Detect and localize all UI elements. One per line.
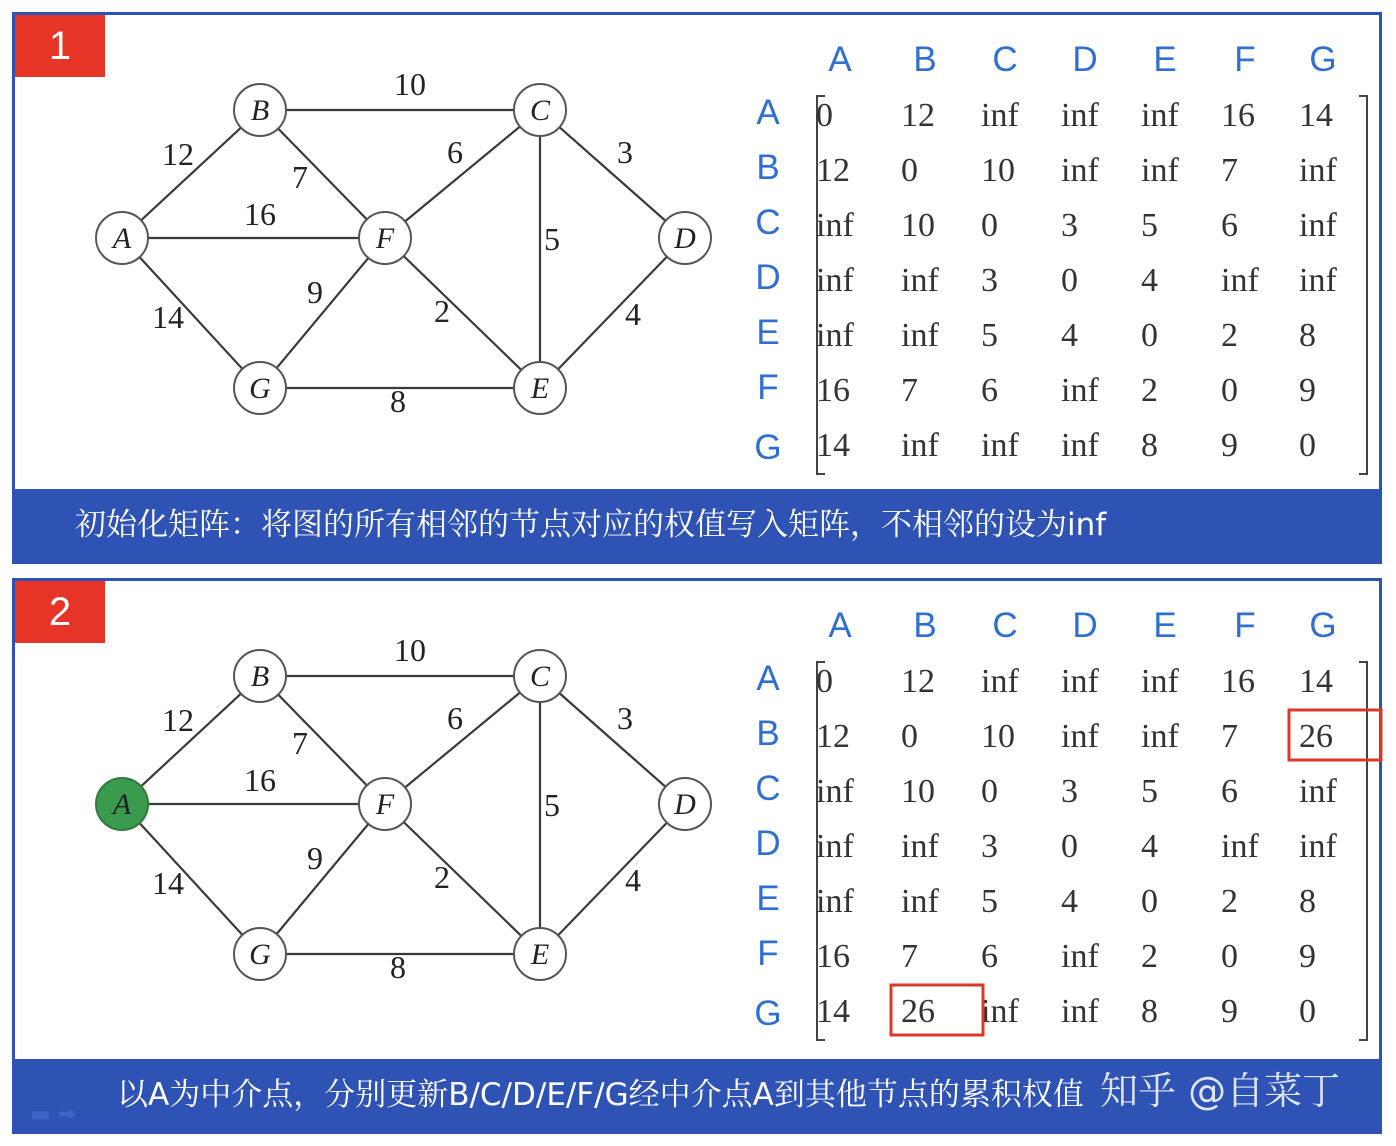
edge-weight-label: 7 bbox=[292, 725, 308, 761]
matrix-col-header: D bbox=[1072, 606, 1098, 645]
matrix-cell: 14 bbox=[1299, 97, 1333, 134]
matrix-row-header: E bbox=[756, 313, 780, 352]
matrix-cell: inf bbox=[981, 663, 1019, 700]
matrix-cell: 10 bbox=[901, 207, 935, 244]
matrix-cell: 6 bbox=[1221, 207, 1238, 244]
matrix-cell: 4 bbox=[1061, 317, 1078, 354]
matrix-col-header: E bbox=[1153, 40, 1177, 79]
edge-A-B bbox=[122, 676, 260, 804]
matrix-cell: inf bbox=[1141, 718, 1179, 755]
matrix-cell: inf bbox=[901, 883, 939, 920]
matrix-row-header: G bbox=[754, 994, 782, 1033]
matrix-col-header: E bbox=[1153, 606, 1177, 645]
graph-node-label: F bbox=[375, 788, 395, 821]
matrix-cell: 8 bbox=[1141, 427, 1158, 464]
matrix-cell: 14 bbox=[816, 427, 850, 464]
matrix-cell: inf bbox=[1299, 207, 1337, 244]
matrix-row-header: F bbox=[757, 934, 779, 973]
edge-weight-label: 14 bbox=[152, 865, 184, 901]
graph-node-label: E bbox=[530, 938, 550, 971]
matrix-cell: inf bbox=[1061, 152, 1099, 189]
matrix-row-header: C bbox=[755, 203, 781, 242]
matrix-cell: 0 bbox=[981, 207, 998, 244]
matrix-cell: inf bbox=[1141, 663, 1179, 700]
edge-weight-label: 2 bbox=[434, 293, 450, 329]
matrix-row-header: A bbox=[756, 93, 780, 132]
graph-node-label: D bbox=[674, 222, 696, 255]
matrix-cell: 7 bbox=[901, 372, 918, 409]
matrix-cell: inf bbox=[981, 427, 1019, 464]
matrix-right-bracket bbox=[1359, 96, 1367, 474]
matrix-cell: 4 bbox=[1141, 262, 1158, 299]
graph-node-label: C bbox=[529, 660, 551, 693]
step-badge: 1 bbox=[15, 15, 105, 77]
matrix-cell: inf bbox=[1061, 938, 1099, 975]
matrix-cell: 5 bbox=[981, 883, 998, 920]
matrix-col-header: C bbox=[992, 606, 1018, 645]
matrix-cell: inf bbox=[816, 317, 854, 354]
edge-D-E bbox=[540, 804, 685, 954]
matrix-cell: 3 bbox=[1061, 773, 1078, 810]
matrix-cell: 0 bbox=[1061, 262, 1078, 299]
graph-node-label: G bbox=[249, 938, 271, 971]
matrix-cell: inf bbox=[901, 317, 939, 354]
matrix-row-header: D bbox=[755, 258, 781, 297]
matrix-cell: 9 bbox=[1221, 427, 1238, 464]
edge-weight-label: 12 bbox=[162, 702, 194, 738]
edge-F-E bbox=[385, 238, 540, 388]
matrix-cell: 3 bbox=[981, 262, 998, 299]
matrix-cell: 12 bbox=[901, 97, 935, 134]
graph-node-label: C bbox=[529, 94, 551, 127]
matrix-cell: 7 bbox=[1221, 152, 1238, 189]
matrix-cell: 0 bbox=[1299, 993, 1316, 1030]
matrix-col-header: D bbox=[1072, 40, 1098, 79]
matrix-row-header: B bbox=[756, 148, 780, 187]
graph-node-label: E bbox=[530, 372, 550, 405]
matrix-cell: 16 bbox=[816, 372, 850, 409]
matrix-row-header: D bbox=[755, 824, 781, 863]
edge-F-C bbox=[385, 676, 540, 804]
matrix-col-header: F bbox=[1234, 606, 1256, 645]
matrix-cell: inf bbox=[1221, 828, 1259, 865]
matrix-cell: 8 bbox=[1299, 317, 1316, 354]
matrix-cell: 3 bbox=[1061, 207, 1078, 244]
edge-weight-label: 6 bbox=[447, 700, 463, 736]
matrix-cell: inf bbox=[901, 828, 939, 865]
edge-C-D bbox=[540, 676, 685, 804]
matrix-cell: 0 bbox=[1061, 828, 1078, 865]
matrix-cell: 2 bbox=[1221, 317, 1238, 354]
matrix-cell: 5 bbox=[1141, 207, 1158, 244]
matrix-cell: 12 bbox=[901, 663, 935, 700]
edge-D-E bbox=[540, 238, 685, 388]
matrix-cell: inf bbox=[1299, 828, 1337, 865]
matrix-cell: 0 bbox=[1141, 317, 1158, 354]
edge-weight-label: 2 bbox=[434, 859, 450, 895]
step-caption: 初始化矩阵：将图的所有相邻的节点对应的权值写入矩阵，不相邻的设为inf bbox=[15, 489, 1379, 561]
edge-weight-label: 5 bbox=[544, 787, 560, 823]
matrix-cell: inf bbox=[901, 427, 939, 464]
matrix-col-header: G bbox=[1309, 606, 1337, 645]
graph-node-label: F bbox=[375, 222, 395, 255]
edge-weight-label: 4 bbox=[625, 862, 641, 898]
matrix-cell: inf bbox=[1141, 152, 1179, 189]
matrix-right-bracket bbox=[1359, 662, 1367, 1040]
graph-node-label: G bbox=[249, 372, 271, 405]
edge-weight-label: 9 bbox=[307, 274, 323, 310]
matrix-cell: 16 bbox=[816, 938, 850, 975]
matrix-cell: 3 bbox=[981, 828, 998, 865]
slide-nav-icon[interactable]: ▬ ➡ bbox=[30, 1102, 77, 1127]
matrix-cell: 7 bbox=[1221, 718, 1238, 755]
watermark: 知乎 @自菜丁 bbox=[1100, 1069, 1341, 1113]
matrix-cell: inf bbox=[1141, 97, 1179, 134]
matrix-row-header: C bbox=[755, 769, 781, 808]
matrix-cell: 10 bbox=[901, 773, 935, 810]
matrix-cell: inf bbox=[816, 262, 854, 299]
edge-A-B bbox=[122, 110, 260, 238]
matrix-row-header: E bbox=[756, 879, 780, 918]
edge-weight-label: 8 bbox=[390, 949, 406, 985]
matrix-cell: inf bbox=[816, 828, 854, 865]
matrix-col-header: A bbox=[828, 606, 852, 645]
edge-weight-label: 4 bbox=[625, 296, 641, 332]
matrix-cell: inf bbox=[1221, 262, 1259, 299]
graph-node-label: A bbox=[112, 222, 132, 255]
matrix-cell: 4 bbox=[1061, 883, 1078, 920]
matrix-cell: 26 bbox=[901, 993, 935, 1030]
step-panel-1 bbox=[12, 12, 1382, 564]
matrix-cell: 0 bbox=[901, 152, 918, 189]
edge-weight-label: 16 bbox=[244, 196, 276, 232]
matrix-cell: 9 bbox=[1221, 993, 1238, 1030]
step-badge: 2 bbox=[15, 581, 105, 643]
matrix-col-header: G bbox=[1309, 40, 1337, 79]
edge-weight-label: 9 bbox=[307, 840, 323, 876]
matrix-cell: inf bbox=[1061, 663, 1099, 700]
edge-weight-label: 10 bbox=[394, 632, 426, 668]
edge-weight-label: 7 bbox=[292, 159, 308, 195]
matrix-cell: 2 bbox=[1221, 883, 1238, 920]
edge-weight-label: 3 bbox=[617, 134, 633, 170]
matrix-cell: inf bbox=[901, 262, 939, 299]
matrix-row-header: F bbox=[757, 368, 779, 407]
matrix-cell: 9 bbox=[1299, 372, 1316, 409]
step-caption: 以A为中介点，分别更新B/C/D/E/F/G经中介点A到其他节点的累积权值 bbox=[15, 1059, 1379, 1131]
edge-weight-label: 6 bbox=[447, 134, 463, 170]
matrix-cell: inf bbox=[816, 207, 854, 244]
matrix-cell: 14 bbox=[1299, 663, 1333, 700]
matrix-cell: 12 bbox=[816, 718, 850, 755]
matrix-cell: 16 bbox=[1221, 97, 1255, 134]
matrix-row-header: B bbox=[756, 714, 780, 753]
edge-A-G bbox=[122, 804, 260, 954]
matrix-cell: 12 bbox=[816, 152, 850, 189]
matrix-cell: 10 bbox=[981, 718, 1015, 755]
matrix-cell: 0 bbox=[981, 773, 998, 810]
matrix-cell: inf bbox=[1061, 993, 1099, 1030]
matrix-cell: 2 bbox=[1141, 372, 1158, 409]
matrix-cell: inf bbox=[1061, 97, 1099, 134]
matrix-cell: inf bbox=[981, 97, 1019, 134]
matrix-cell: inf bbox=[1061, 427, 1099, 464]
matrix-cell: 2 bbox=[1141, 938, 1158, 975]
matrix-cell: inf bbox=[1299, 773, 1337, 810]
edge-weight-label: 8 bbox=[390, 383, 406, 419]
graph-node-label: B bbox=[250, 660, 270, 693]
matrix-cell: 16 bbox=[1221, 663, 1255, 700]
matrix-col-header: F bbox=[1234, 40, 1256, 79]
edge-weight-label: 3 bbox=[617, 700, 633, 736]
graph-node-label: A bbox=[112, 788, 132, 821]
matrix-cell: 0 bbox=[901, 718, 918, 755]
matrix-cell: 0 bbox=[1299, 427, 1316, 464]
step-panel-2 bbox=[12, 578, 1382, 1134]
matrix-cell: 8 bbox=[1141, 993, 1158, 1030]
matrix-cell: 4 bbox=[1141, 828, 1158, 865]
matrix-row-header: A bbox=[756, 659, 780, 698]
matrix-cell: 0 bbox=[1141, 883, 1158, 920]
matrix-cell: 8 bbox=[1299, 883, 1316, 920]
matrix-cell: inf bbox=[816, 883, 854, 920]
matrix-cell: 0 bbox=[816, 97, 833, 134]
matrix-cell: 6 bbox=[981, 938, 998, 975]
edge-weight-label: 16 bbox=[244, 762, 276, 798]
edge-weight-label: 5 bbox=[544, 221, 560, 257]
matrix-cell: 14 bbox=[816, 993, 850, 1030]
edge-weight-label: 14 bbox=[152, 299, 184, 335]
matrix-cell: 5 bbox=[981, 317, 998, 354]
graph-node-label: D bbox=[674, 788, 696, 821]
edge-F-E bbox=[385, 804, 540, 954]
matrix-cell: inf bbox=[816, 773, 854, 810]
matrix-col-header: C bbox=[992, 40, 1018, 79]
adjacency-matrix bbox=[733, 41, 1373, 481]
matrix-cell: 26 bbox=[1299, 718, 1333, 755]
graph-diagram bbox=[70, 632, 696, 1016]
matrix-cell: 0 bbox=[1221, 372, 1238, 409]
adjacency-matrix bbox=[733, 607, 1373, 1047]
graph-node-label: B bbox=[250, 94, 270, 127]
matrix-cell: 10 bbox=[981, 152, 1015, 189]
edge-G-F bbox=[260, 804, 385, 954]
matrix-cell: inf bbox=[1299, 262, 1337, 299]
matrix-cell: 0 bbox=[1221, 938, 1238, 975]
edge-weight-label: 12 bbox=[162, 136, 194, 172]
matrix-cell: 5 bbox=[1141, 773, 1158, 810]
edge-A-G bbox=[122, 238, 260, 388]
matrix-row-header: G bbox=[754, 428, 782, 467]
matrix-cell: 6 bbox=[1221, 773, 1238, 810]
matrix-cell: 0 bbox=[816, 663, 833, 700]
matrix-cell: 7 bbox=[901, 938, 918, 975]
edge-weight-label: 10 bbox=[394, 66, 426, 102]
matrix-col-header: B bbox=[913, 606, 937, 645]
matrix-cell: inf bbox=[981, 993, 1019, 1030]
graph-diagram bbox=[70, 66, 696, 450]
matrix-col-header: B bbox=[913, 40, 937, 79]
edge-C-D bbox=[540, 110, 685, 238]
matrix-cell: inf bbox=[1299, 152, 1337, 189]
matrix-cell: inf bbox=[1061, 718, 1099, 755]
edge-G-F bbox=[260, 238, 385, 388]
matrix-cell: inf bbox=[1061, 372, 1099, 409]
matrix-col-header: A bbox=[828, 40, 852, 79]
matrix-cell: 6 bbox=[981, 372, 998, 409]
matrix-cell: 9 bbox=[1299, 938, 1316, 975]
edge-F-C bbox=[385, 110, 540, 238]
